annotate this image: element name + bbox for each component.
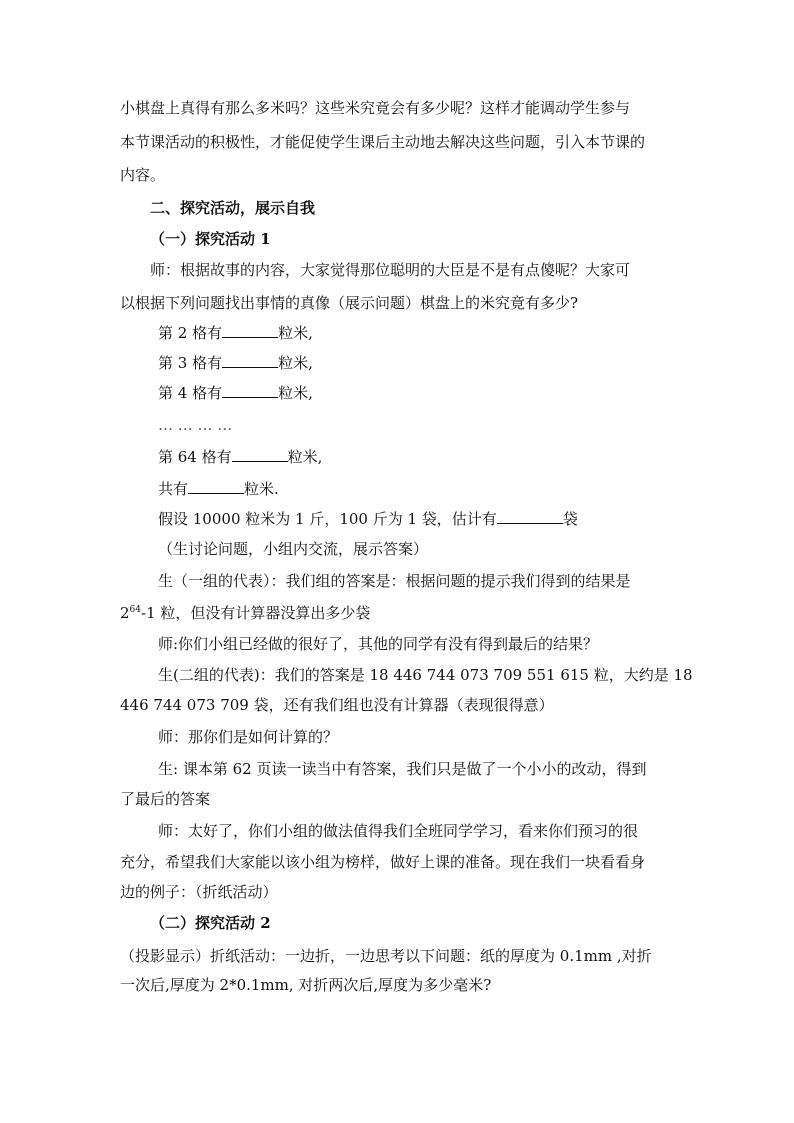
ellipsis-line: … … … … <box>158 416 233 434</box>
question-cell-2 <box>158 322 718 344</box>
exponent-power: 64 <box>129 605 141 615</box>
question-cell-4 <box>158 382 718 404</box>
student-group1-rest: -1 粒，但没有计算器没算出多少袋 <box>141 604 371 622</box>
question-cell-64-suffix: 粒米, <box>287 448 323 466</box>
question-cell-2-suffix: 粒米, <box>278 324 313 342</box>
question-total <box>158 478 718 500</box>
paragraph-intro-line-2: 本节课活动的积极性，才能促使学生课后主动地去解决这些问题，引入本节课的 <box>120 133 646 151</box>
activity2-line-1: （投影显示）折纸活动：一边折，一边思考以下问题：纸的厚度为 0.1mm ,对折 <box>120 947 652 965</box>
teacher-line-3: 师：那你们是如何计算的？ <box>158 728 339 746</box>
subsection-heading-2: （二）探究活动 2 <box>150 914 271 932</box>
teacher-line-4b: 充分，希望我们大家能以该小组为榜样，做好上课的准备。现在我们一块看看身 <box>120 853 646 871</box>
answer-blank <box>222 353 278 368</box>
teacher-line-4a: 师：太好了，你们小组的做法值得我们全班同学学习，看来你们预习的很 <box>158 822 639 840</box>
teacher-line-4c: 边的例子：（折纸活动） <box>120 883 278 901</box>
question-cell-4-prefix: 第 4 格有 <box>158 384 223 402</box>
question-bags-prefix: 假设 10000 粒米为 1 斤，100 斤为 1 袋，估计有 <box>158 510 497 528</box>
student-group1-line-a: 生（一组的代表）：我们组的答案是：根据问题的提示我们得到的结果是 <box>158 572 631 590</box>
answer-blank <box>222 323 278 338</box>
student-group2-line-b: 446 744 073 709 袋，还有我们组也没有计算器（表现很得意） <box>120 696 554 714</box>
exponent-base: 2 <box>120 604 130 622</box>
teacher-line-1b: 以根据下列问题找出事情的真像（展示问题）棋盘上的米究竟有多少? <box>120 294 579 312</box>
answer-blank <box>222 383 278 398</box>
activity2-line-2: 一次后,厚度为 2*0.1mm, 对折两次后,厚度为多少毫米? <box>120 976 492 994</box>
paragraph-intro-line-1: 小棋盘上真得有那么多米吗？这些米究竟会有多少呢？这样才能调动学生参与 <box>120 99 631 117</box>
subsection-heading-1: （一）探究活动 1 <box>150 230 271 248</box>
question-bags-suffix: 袋 <box>562 510 578 528</box>
question-cell-3-prefix: 第 3 格有 <box>158 354 223 372</box>
paragraph-intro-line-3: 内容。 <box>120 166 166 184</box>
teacher-line-2: 师:你们小组已经做的很好了，其他的同学有没有得到最后的结果？ <box>158 635 599 653</box>
discussion-note: （生讨论问题，小组内交流，展示答案） <box>158 540 429 558</box>
question-cell-3 <box>158 352 718 374</box>
question-total-prefix: 共有 <box>158 480 189 498</box>
student-group2-line-a: 生(二组的代表)：我们的答案是 18 446 744 073 709 551 615 粒，大约是 18 <box>158 666 693 684</box>
question-bags <box>158 508 718 530</box>
question-total-suffix: 粒米. <box>244 480 279 498</box>
student-group2-line-d: 了最后的答案 <box>120 790 211 808</box>
answer-blank <box>497 509 563 524</box>
student-group1-line-b <box>120 602 680 624</box>
question-cell-2-prefix: 第 2 格有 <box>158 324 223 342</box>
question-cell-64 <box>158 446 718 468</box>
answer-blank <box>188 479 244 494</box>
answer-blank <box>232 447 288 462</box>
question-cell-64-prefix: 第 64 格有 <box>158 448 232 466</box>
student-group2-line-c: 生: 课本第 62 页读一读当中有答案，我们只是做了一个小小的改动，得到 <box>158 760 647 778</box>
section-heading: 二、探究活动，展示自我 <box>150 199 316 217</box>
teacher-line-1a: 师：根据故事的内容，大家觉得那位聪明的大臣是不是有点傻呢？大家可 <box>150 261 631 279</box>
question-cell-3-suffix: 粒米, <box>278 354 313 372</box>
question-cell-4-suffix: 粒米, <box>278 384 313 402</box>
